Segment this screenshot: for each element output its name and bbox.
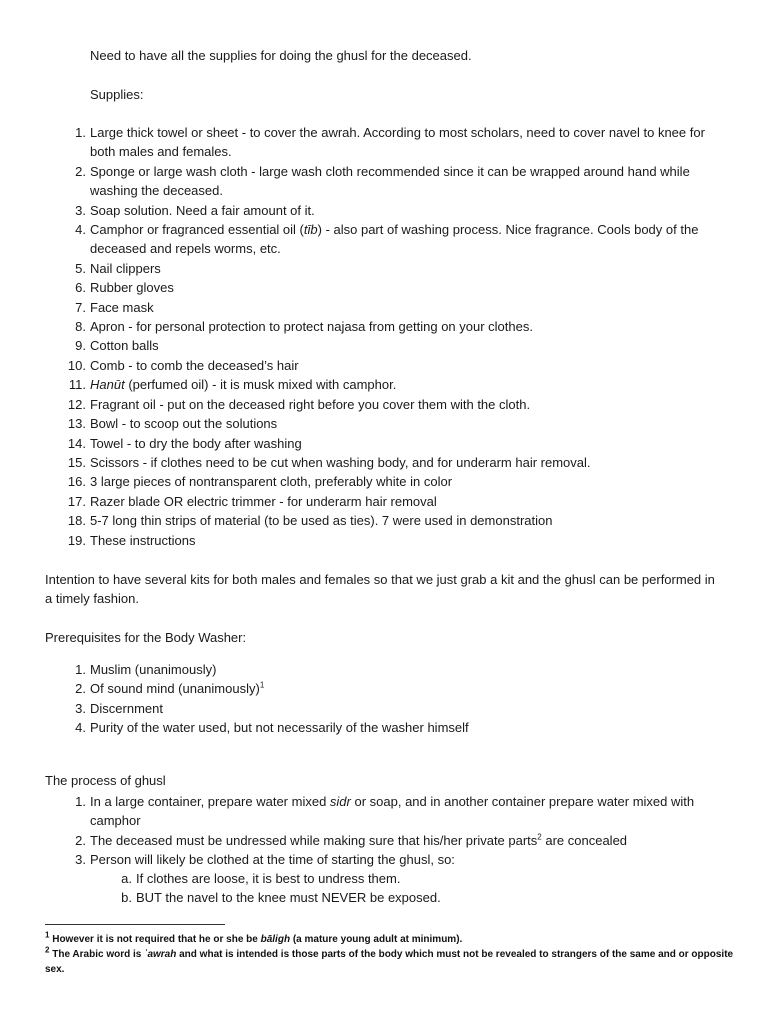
list-item <box>75 298 726 317</box>
list-item <box>75 679 726 698</box>
list-item <box>67 453 726 472</box>
list-item <box>75 718 726 737</box>
list-item-number: 2. <box>75 681 86 697</box>
list-item-number: 3. <box>75 852 86 868</box>
list-item <box>75 699 726 718</box>
list-item-number: 6. <box>75 280 86 296</box>
list-item-number: 4. <box>75 720 86 736</box>
list-item-text: Scissors - if clothes need to be cut when washing body, and for underarm hair removal. <box>90 454 591 470</box>
list-item-text: Muslim (unanimously) <box>90 662 217 677</box>
list-item <box>67 511 726 530</box>
list-item-text: Camphor or fragranced essential oil (tīb) - also part of washing process. Nice fragrance. Cools body of the deceased and repels worms, etc. <box>90 222 699 257</box>
list-item-number: 2. <box>75 163 86 179</box>
italic-term: sidr <box>329 794 351 809</box>
list-item-number: 1. <box>75 794 86 809</box>
list-item <box>121 888 726 907</box>
list-item-text: Rubber gloves <box>90 280 174 296</box>
list-item-text: Nail clippers <box>90 260 161 276</box>
list-item <box>75 278 726 297</box>
italic-term: Hanūt <box>90 377 125 393</box>
list-item-text: Sponge or large wash cloth - large wash cloth recommended since it can be wrapped around hand while washing the deceased. <box>90 163 690 199</box>
list-item-text: Apron - for personal protection to protect najasa from getting on your clothes. <box>90 319 533 335</box>
list-item <box>75 259 726 278</box>
list-item <box>67 492 726 511</box>
list-item-number: 8. <box>75 319 86 335</box>
list-item <box>121 869 726 888</box>
list-item <box>75 162 726 201</box>
list-item-text: 5-7 long thin strips of material (to be used as ties). 7 were used in demonstration <box>90 513 553 529</box>
list-item-number: 4. <box>75 222 86 238</box>
process-list <box>75 792 726 870</box>
supplies-heading: Supplies: <box>90 87 144 102</box>
list-item-number: 17. <box>67 493 86 509</box>
list-item <box>67 434 726 453</box>
list-item-text: Large thick towel or sheet - to cover the awrah. According to most scholars, need to cover navel to knee for both males and females. <box>90 125 705 160</box>
list-item-text: Soap solution. Need a fair amount of it. <box>90 202 315 218</box>
list-item <box>75 220 726 259</box>
list-item <box>67 356 726 375</box>
list-item-text: Bowl - to scoop out the solutions <box>90 416 278 432</box>
list-item <box>67 395 726 414</box>
list-item-number: b. <box>121 890 132 906</box>
list-item <box>67 531 726 550</box>
list-item-number: 1. <box>75 662 86 677</box>
footnote-separator <box>45 924 225 925</box>
list-item <box>75 336 726 355</box>
list-item-text: Hanūt (perfumed oil) - it is musk mixed with camphor. <box>90 377 397 393</box>
list-item <box>75 850 726 869</box>
list-item-text: If clothes are loose, it is best to undress them. <box>136 871 401 886</box>
italic-term: tīb <box>303 222 318 238</box>
list-item-number: 12. <box>67 396 86 412</box>
list-item <box>67 472 726 491</box>
footnote-2: $^2$ The Arabic word is ʿawrah and what is intended is those parts of the body which must not be revealed to strangers of the same and or opposite sex. <box>45 945 734 975</box>
italic-term: ʿawrah <box>144 949 177 960</box>
list-item <box>68 375 726 394</box>
intro-text: Need to have all the supplies for doing the ghusl for the deceased. <box>90 48 472 63</box>
list-item <box>75 792 726 831</box>
list-item-text: These instructions <box>90 532 196 548</box>
list-item-text: Face mask <box>90 299 154 315</box>
list-item-number: 19. <box>67 532 86 548</box>
list-item-text: The deceased must be undressed while making sure that his/her private parts$^2$ are concealed <box>90 832 628 848</box>
prerequisites-heading: Prerequisites for the Body Washer: <box>45 630 247 645</box>
process-heading: The process of ghusl <box>45 773 166 788</box>
list-item-number: 2. <box>75 832 86 848</box>
list-item-text: Cotton balls <box>90 338 159 354</box>
list-item-number: 15. <box>67 454 86 470</box>
prerequisites-list <box>75 660 726 738</box>
list-item-text: BUT the navel to the knee must NEVER be exposed. <box>136 890 441 906</box>
list-item <box>67 414 726 433</box>
list-item <box>75 660 726 679</box>
list-item-number: 10. <box>67 357 86 373</box>
intention-text: Intention to have several kits for both males and females so that we just grab a kit and the ghusl can be performed in a timely fashion. <box>45 572 715 606</box>
list-item-text: Razer blade OR electric trimmer - for underarm hair removal <box>90 493 437 509</box>
list-item-number: a. <box>121 871 132 886</box>
list-item <box>75 201 726 220</box>
list-item-number: 7. <box>75 299 86 315</box>
supplies-list <box>67 123 726 550</box>
footnote-number: 2 <box>45 945 50 955</box>
footnote-number: 1 <box>45 930 50 940</box>
list-item <box>75 831 726 850</box>
list-item <box>75 123 726 162</box>
footnote-ref: 2 <box>537 832 542 842</box>
list-item-number: 3. <box>75 700 86 716</box>
italic-term: bāligh <box>260 934 291 945</box>
list-item-number: 3. <box>75 202 86 218</box>
list-item-number: 16. <box>67 474 86 490</box>
process-sublist <box>121 869 726 908</box>
list-item-number: 11. <box>68 377 86 393</box>
list-item-number: 13. <box>67 416 86 432</box>
footnote-ref: 1 <box>259 681 265 691</box>
list-item <box>75 317 726 336</box>
list-item-text: Purity of the water used, but not necessarily of the washer himself <box>90 720 469 736</box>
list-item-number: 18. <box>67 513 86 529</box>
list-item-number: 14. <box>67 435 86 451</box>
list-item-text: Person will likely be clothed at the time of starting the ghusl, so: <box>90 852 455 868</box>
list-item-text: In a large container, prepare water mixed sidr or soap, and in another container prepare water mixed with camphor <box>90 794 695 829</box>
list-item-number: 1. <box>75 125 86 140</box>
list-item-text: Discernment <box>90 700 163 716</box>
list-item-number: 9. <box>75 338 86 354</box>
list-item-text: Of sound mind (unanimously)$^1$ <box>90 681 265 697</box>
list-item-text: Comb - to comb the deceased’s hair <box>90 357 299 373</box>
list-item-text: Towel - to dry the body after washing <box>90 435 302 451</box>
list-item-number: 5. <box>75 260 86 276</box>
list-item-text: 3 large pieces of nontransparent cloth, preferably white in color <box>90 474 453 490</box>
footnote-1: $^1$ However it is not required that he or she be bāligh (a mature young adult at minimum). <box>45 930 463 945</box>
list-item-text: Fragrant oil - put on the deceased right before you cover them with the cloth. <box>90 396 531 412</box>
